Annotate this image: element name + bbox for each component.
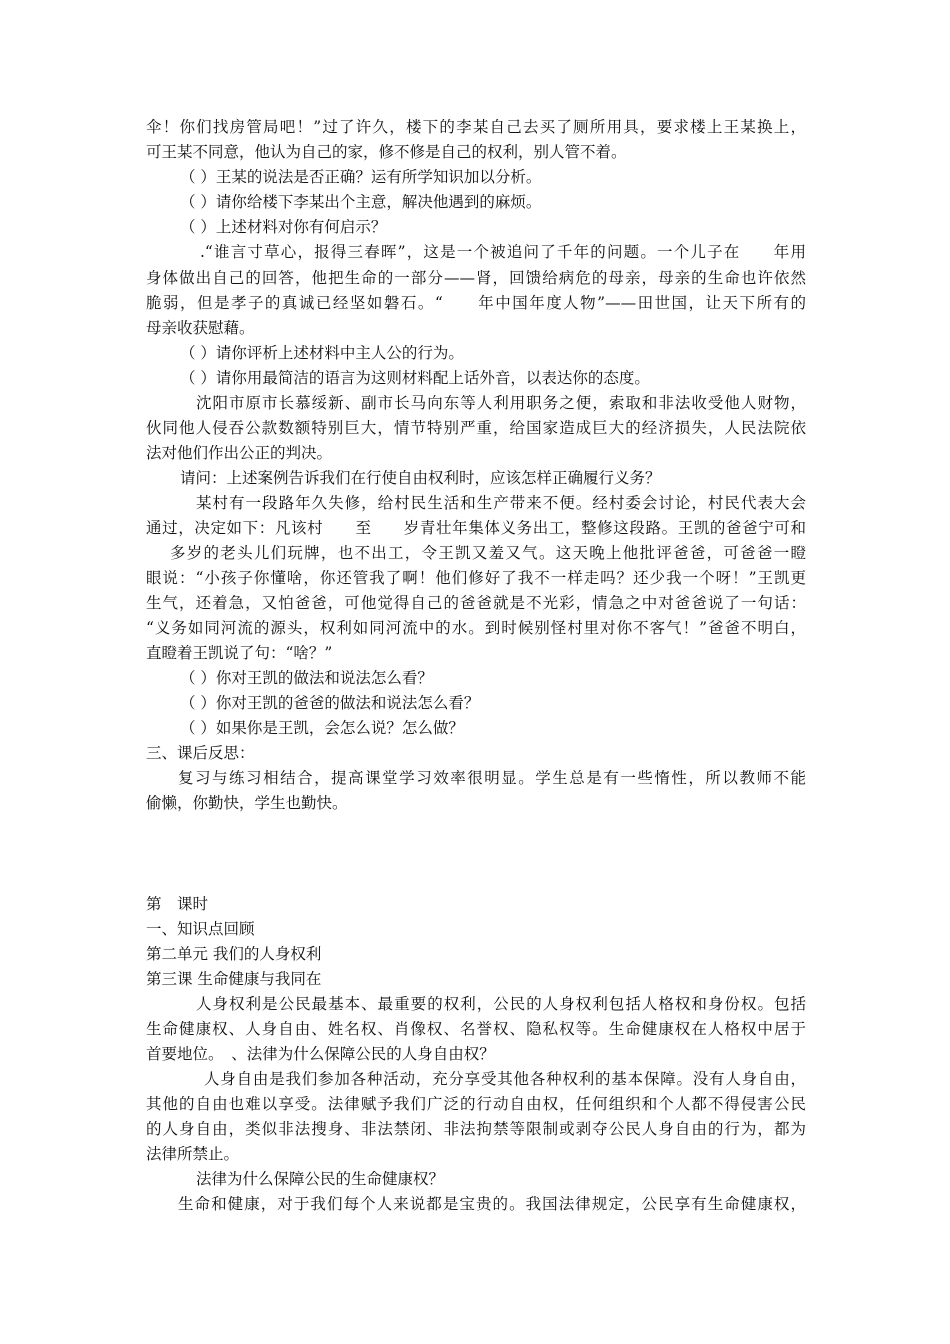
paragraph-line: 直瞪着王凯说了句：“啥？” <box>146 644 333 662</box>
paragraph-line: 首要地位。 、法律为什么保障公民的人身自由权？ <box>146 1045 495 1063</box>
paragraph-line: 身体做出自己的回答，他把生命的一部分——肾，回馈给病危的母亲，母亲的生命也许依然 <box>146 269 806 287</box>
unit-heading: 第二单元 我们的人身权利 <box>146 945 322 963</box>
question-item: （ ）你对王凯的做法和说法怎么看？ <box>180 669 433 687</box>
question-item: （ ）上述材料对你有何启示？ <box>180 218 387 236</box>
question-item: （ ）你对王凯的爸爸的做法和说法怎么看？ <box>180 694 480 712</box>
paragraph-line: 生气，还着急，又怕爸爸，可他觉得自己的爸爸就是不光彩，情急之中对爸爸说了一句话： <box>146 594 806 612</box>
paragraph-line: 生命和健康，对于我们每个人来说都是宝贵的。我国法律规定，公民享有生命健康权， <box>178 1195 806 1213</box>
section-heading: 三、课后反思： <box>146 744 255 762</box>
lesson-title: 第三课 生命健康与我同在 <box>146 970 322 988</box>
question-item: （ ）如果你是王凯，会怎么说？怎么做？ <box>180 719 464 737</box>
question-item: （ ）请你用最简洁的语言为这则材料配上话外音，以表达你的态度。 <box>180 369 650 387</box>
paragraph-line: 生命健康权、人身自由、姓名权、肖像权、名誉权、隐私权等。生命健康权在人格权中居于 <box>146 1020 806 1038</box>
paragraph-line: 人身自由是我们参加各种活动，充分享受其他各种权利的基本保障。没有人身自由， <box>204 1070 806 1088</box>
question-item: （ ）请你给楼下李某出个主意，解决他遇到的麻烦。 <box>180 193 542 211</box>
paragraph-line: 多岁的老头儿们玩牌，也不出工，令王凯又羞又气。这天晚上他批评爸爸，可爸爸一瞪 <box>170 544 806 562</box>
paragraph-line: 的人身自由，类似非法搜身、非法禁闭、非法拘禁等限制或剥夺公民人身自由的行为，都为 <box>146 1120 806 1138</box>
paragraph-line: 伙同他人侵吞公款数额特别巨大，情节特别严重，给国家造成巨大的经济损失，人民法院依 <box>146 419 806 437</box>
question-line: 法律为什么保障公民的生命健康权？ <box>196 1170 445 1188</box>
paragraph-line: 脆弱，但是孝子的真诚已经坚如磐石。“ 年中国年度人物”——田世国，让天下所有的 <box>146 294 806 312</box>
paragraph-line: 通过，决定如下：凡该村 至 岁青壮年集体义务出工，整修这段路。王凯的爸爸宁可和 <box>146 519 806 537</box>
paragraph-line: 母亲收获慰藉。 <box>146 319 255 337</box>
paragraph-line: .“谁言寸草心，报得三春晖”，这是一个被追问了千年的问题。一个儿子在 年用 <box>200 243 806 261</box>
paragraph-line: 人身权利是公民最基本、最重要的权利，公民的人身权利包括人格权和身份权。包括 <box>196 995 806 1013</box>
lesson-heading: 第 课时 <box>146 895 209 913</box>
paragraph-line: 偷懒，你勤快，学生也勤快。 <box>146 794 348 812</box>
text-line: 伞！你们找房管局吧！”过了许久，楼下的李某自己去买了厕所用具，要求楼上王某换上， <box>146 118 806 136</box>
text-line: 可王某不同意，他认为自己的家，修不修是自己的权利，别人管不着。 <box>146 143 627 161</box>
question-item: （ ）请你评析上述材料中主人公的行为。 <box>180 344 464 362</box>
paragraph-line: 法律所禁止。 <box>146 1145 240 1163</box>
paragraph-line: 沈阳市原市长慕绥新、副市长马向东等人利用职务之便，索取和非法收受他人财物， <box>196 394 806 412</box>
question-line: 请问：上述案例告诉我们在行使自由权利时，应该怎样正确履行义务？ <box>180 469 661 487</box>
paragraph-line: “义务如同河流的源头，权利如同河流中的水。到时候别怪村里对你不客气！”爸爸不明白， <box>146 619 806 637</box>
section-heading: 一、知识点回顾 <box>146 920 255 938</box>
paragraph-line: 某村有一段路年久失修，给村民生活和生产带来不便。经村委会讨论，村民代表大会 <box>196 494 806 512</box>
question-item: （ ）王某的说法是否正确？运有所学知识加以分析。 <box>180 168 542 186</box>
paragraph-line: 法对他们作出公正的判决。 <box>146 444 333 462</box>
paragraph-line: 其他的自由也难以享受。法律赋予我们广泛的行动自由权，任何组织和个人都不得侵害公民 <box>146 1095 806 1113</box>
paragraph-line: 眼说：“小孩子你懂啥，你还管我了啊！他们修好了我不一样走吗？还少我一个呀！”王凯更 <box>146 569 806 587</box>
paragraph-line: 复习与练习相结合，提高课堂学习效率很明显。学生总是有一些惰性，所以教师不能 <box>178 769 806 787</box>
